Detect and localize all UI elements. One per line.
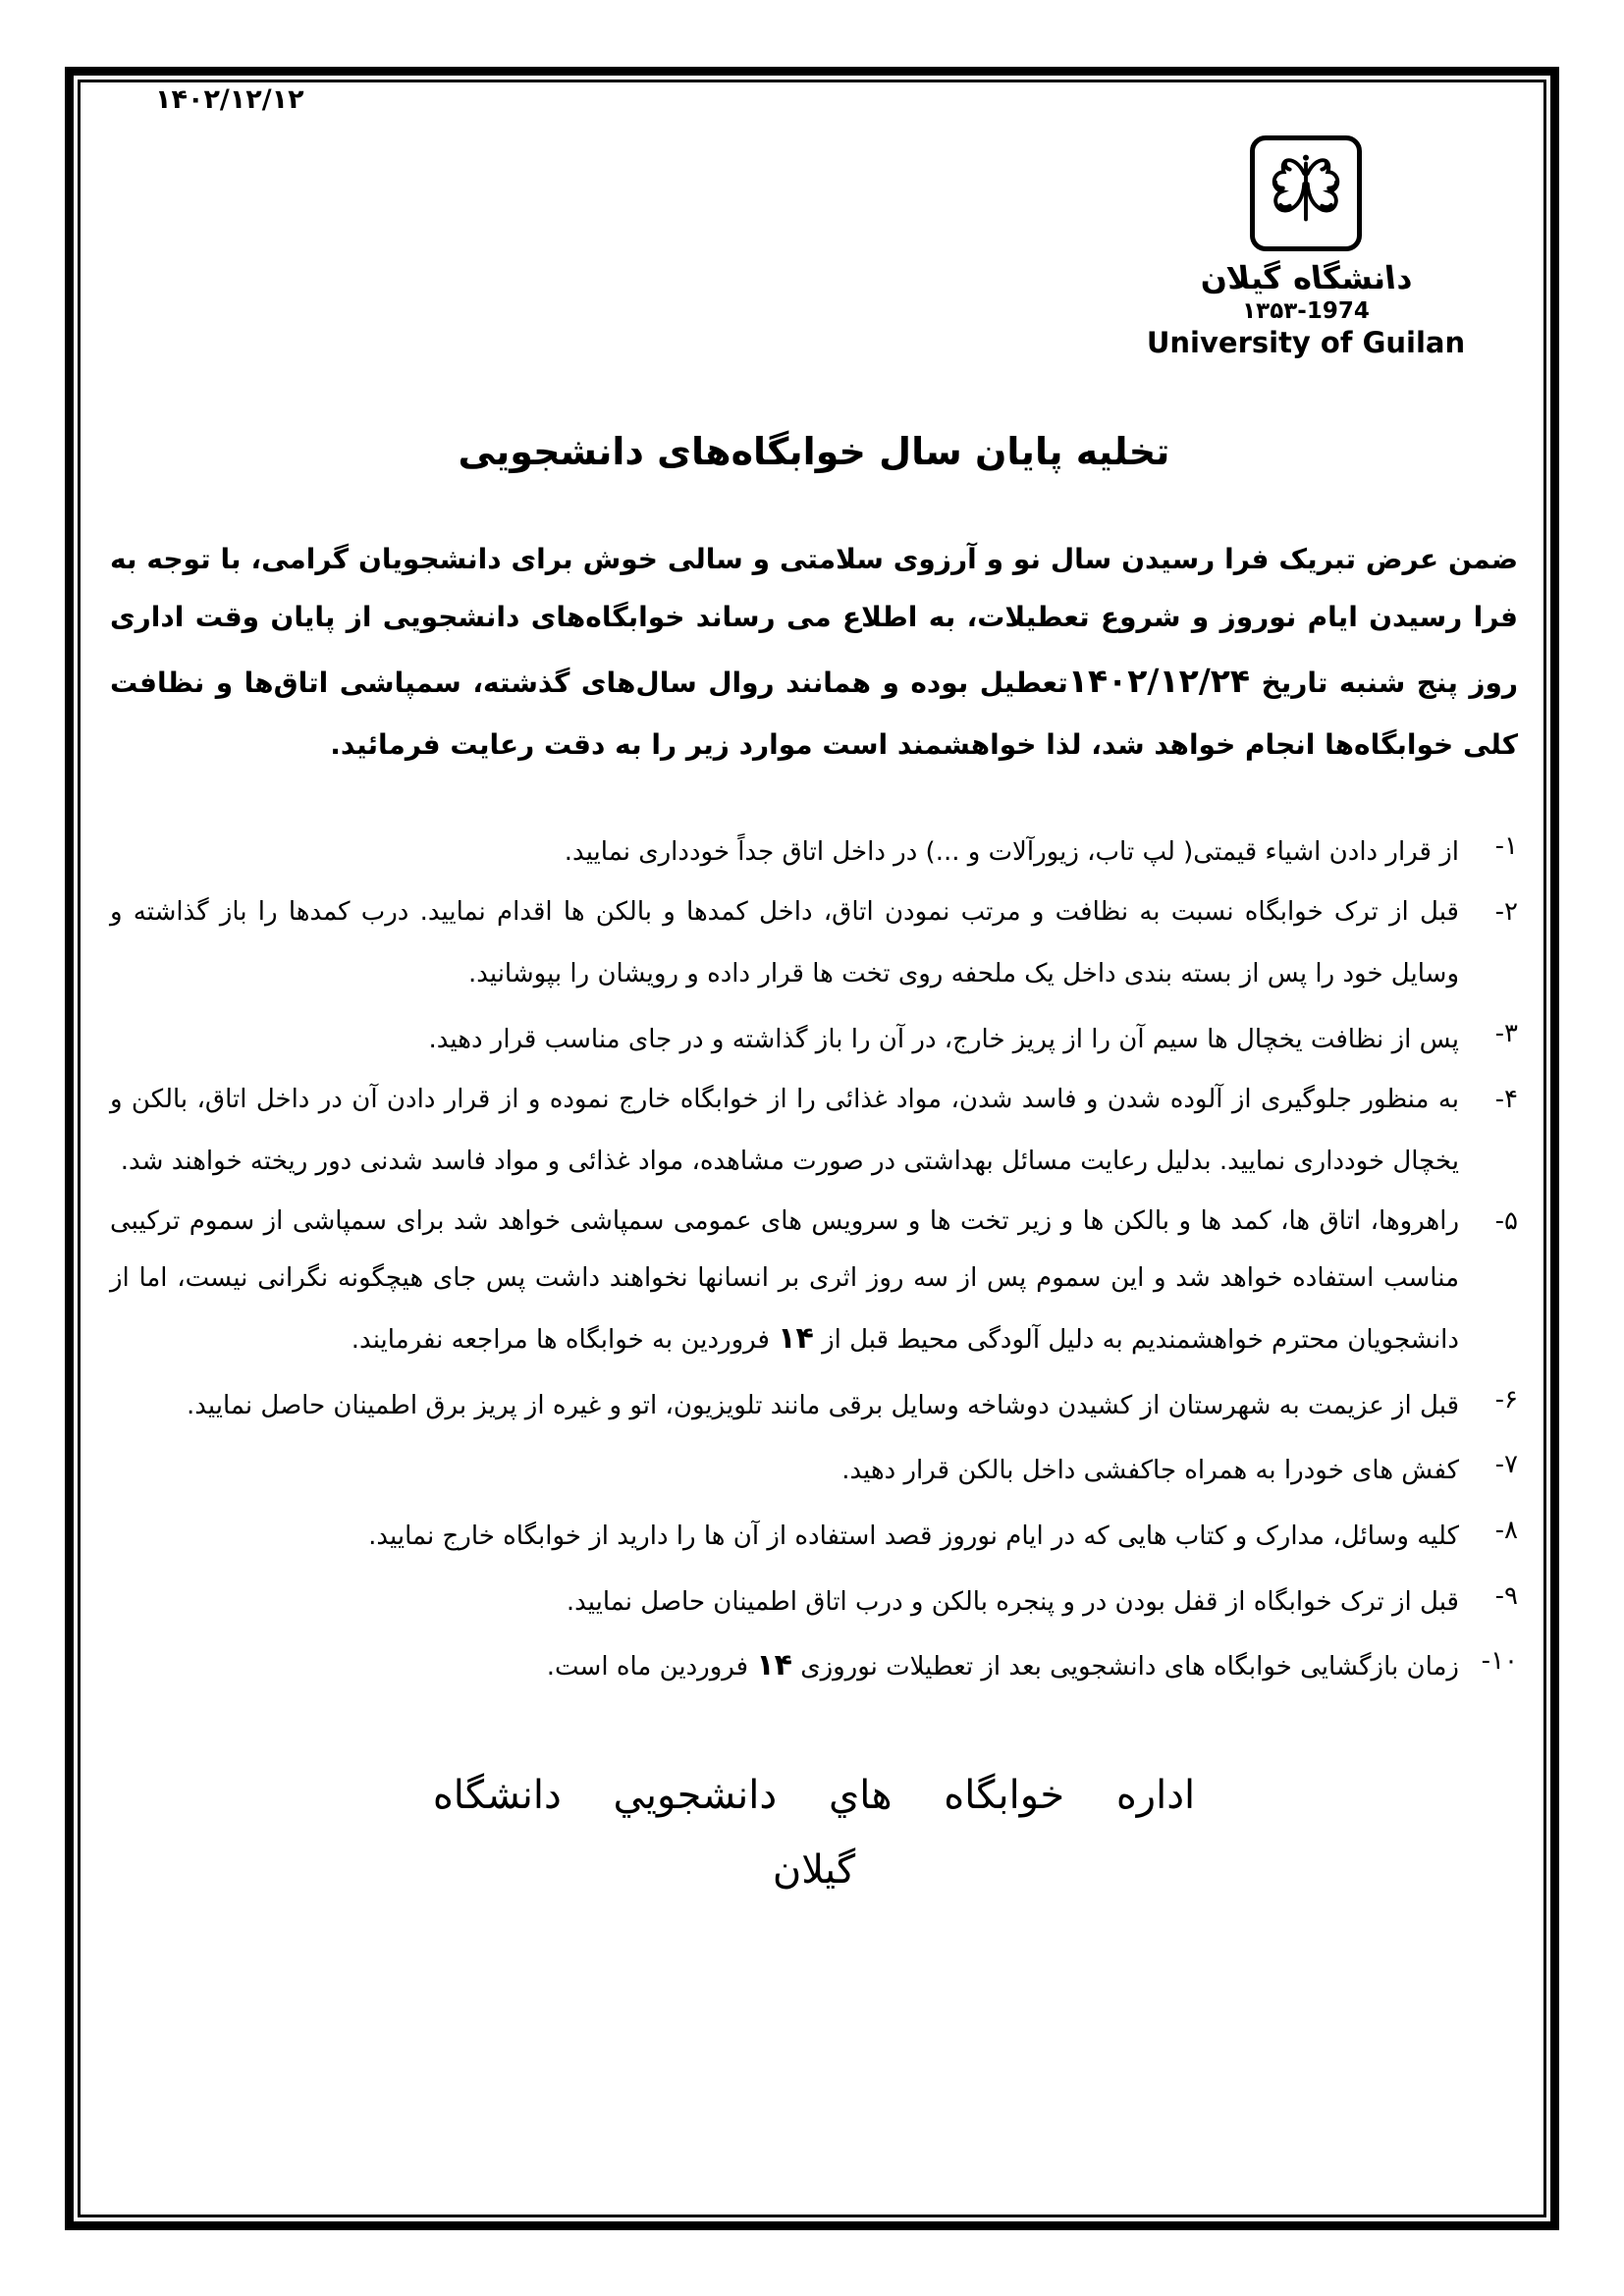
item-number: ۱-: [1494, 831, 1518, 862]
item-text-pre: زمان بازگشایی خوابگاه های دانشجویی بعد از تعطیلات نوروزی: [791, 1652, 1459, 1682]
item-text-post: فروردین ماه است.: [546, 1652, 757, 1682]
item-text: [110, 819, 1459, 884]
item-text-pre: راهروها، اتاق ها، کمد ها و بالکن ها و زیر تخت ها و سرویس های عمومی سمپاشی خواهد شد برای سمپاشی از سموم ترکیبی مناسب استفاده خواهد شد و این سموم پس از سه روز اثری بر انسانها نخواهند داشت پس جای هیچگونه نگرانی نیست، اما از دانشجویان محترم خواهشمندیم به دلیل آلودگی محیط قبل از: [110, 1205, 1459, 1356]
intro-text-part1: ضمن عرض تبریک فرا رسیدن سال نو و آرزوی سلامتی و سالی خوش برای دانشجویان گرامی، با توجه به فرا رسیدن ایام نوروز و شروع تعطیلات، به اطلاع می رساند خوابگاه‌های دانشجویی از پایان وقت اداری روز پنج شنبه تاریخ: [110, 543, 1518, 699]
intro-paragraph: [110, 530, 1518, 774]
item-number: ۲-: [1494, 896, 1518, 927]
signature-line2: گيلان: [772, 1846, 856, 1893]
list-item: [110, 1503, 1518, 1569]
university-emblem-frame: [1250, 135, 1362, 251]
letter-body: [110, 430, 1518, 1907]
intro-text-part2: تعطیل بوده و همانند روال سال‌های گذشته، سمپاشی اتاق‌ها و نظافت کلی خوابگاه‌ها انجام خواهد شد، لذا خواهشمند است موارد زیر را به دقت رعایت فرمائید.: [110, 666, 1518, 761]
item-number: ۴-: [1494, 1084, 1518, 1114]
list-item: [110, 1569, 1518, 1634]
university-name-fa: دانشگاه گیلان: [1198, 259, 1414, 296]
university-logo-block: [1129, 135, 1483, 359]
item-number: ۸-: [1494, 1516, 1518, 1546]
item-text: [110, 1006, 1459, 1072]
item-number: ۷-: [1494, 1450, 1518, 1480]
item-number: ۹-: [1494, 1580, 1518, 1611]
item-text: [110, 1437, 1459, 1503]
letter-date: ۱۴۰۲/۱۲/۱۲: [155, 84, 304, 115]
item-text-pre: پس از نظافت یخچال ها سیم آن را از پریز خارج، در آن را باز گذاشته و در جای مناسب قرار دهید.: [428, 1024, 1459, 1054]
page-title: تخلیه پایان سال خوابگاه‌های دانشجویی: [458, 430, 1170, 473]
signature-line1: اداره خوابگاه هاي دانشجويي دانشگاه: [432, 1772, 1196, 1818]
list-item: [110, 819, 1518, 884]
item-text-pre: کلیه وسائل، مدارک و کتاب هایی که در ایام نوروز قصد استفاده از آن ها را دارید از خوابگاه خارج نمایید.: [368, 1522, 1459, 1552]
list-item: [110, 1633, 1518, 1699]
item-text-pre: قبل از ترک خوابگاه از قفل بودن در و پنجره بالکن و درب اتاق اطمینان حاصل نمایید.: [566, 1586, 1459, 1617]
item-text: [110, 1072, 1459, 1194]
list-item: [110, 1194, 1518, 1372]
signature-block: [110, 1758, 1518, 1907]
item-text-post: فروردین به خوابگاه ها مراجعه نفرمایند.: [351, 1325, 779, 1356]
list-item: [110, 1072, 1518, 1194]
item-text-bold: ۱۴: [778, 1321, 814, 1357]
list-item: [110, 1437, 1518, 1503]
item-text: [110, 1569, 1459, 1634]
item-number: ۱۰-: [1481, 1646, 1518, 1677]
university-founding-years: ۱۳۵۳-1974: [1242, 298, 1370, 324]
item-text: [110, 884, 1459, 1006]
item-text: [110, 1194, 1459, 1372]
item-text-pre: کفش های خودرا به همراه جاکفشی داخل بالکن قرار دهید.: [841, 1456, 1459, 1486]
list-item: [110, 884, 1518, 1006]
university-name-en: University of Guilan: [1146, 326, 1466, 359]
list-item: [110, 1006, 1518, 1072]
item-number: ۵-: [1494, 1205, 1518, 1236]
item-text-pre: از قرار دادن اشیاء قیمتی( لپ تاب، زیورآلات و ...) در داخل اتاق جداً خودداری نمایید.: [564, 837, 1459, 868]
list-item: [110, 1372, 1518, 1438]
item-text: [110, 1372, 1459, 1438]
item-text: [110, 1633, 1459, 1699]
closure-date: ۱۴۰۲/۱۲/۲۴: [1067, 661, 1251, 700]
item-text-bold: ۱۴: [756, 1648, 792, 1683]
item-text-pre: قبل از عزیمت به شهرستان از کشیدن دوشاخه وسایل برقی مانند تلویزیون، اتو و غیره از پریز برق اطمینان حاصل نمایید.: [186, 1390, 1459, 1420]
item-number: ۳-: [1494, 1018, 1518, 1048]
item-text: [110, 1503, 1459, 1569]
university-ornament-icon: [1264, 146, 1348, 240]
item-number: ۶-: [1494, 1384, 1518, 1415]
item-text-pre: قبل از ترک خوابگاه نسبت به نظافت و مرتب نمودن اتاق، داخل کمدها و بالکن ها اقدام نمایید. درب کمدها را باز گذاشته و وسایل خود را پس از بسته بندی داخل یک ملحفه روی تخت ها قرار داده و رویشان را بپوشانید.: [110, 896, 1459, 989]
item-text-pre: به منظور جلوگیری از آلوده شدن و فاسد شدن، مواد غذائی را از خوابگاه خارج نموده و از قرار دادن آن در داخل اتاق، بالکن و یخچال خودداری نمایید. بدلیل رعایت مسائل بهداشتی در صورت مشاهده، مواد غذائی و مواد فاسد شدنی دور ریخته خواهند شد.: [110, 1084, 1459, 1177]
instructions-list: [110, 819, 1518, 1699]
